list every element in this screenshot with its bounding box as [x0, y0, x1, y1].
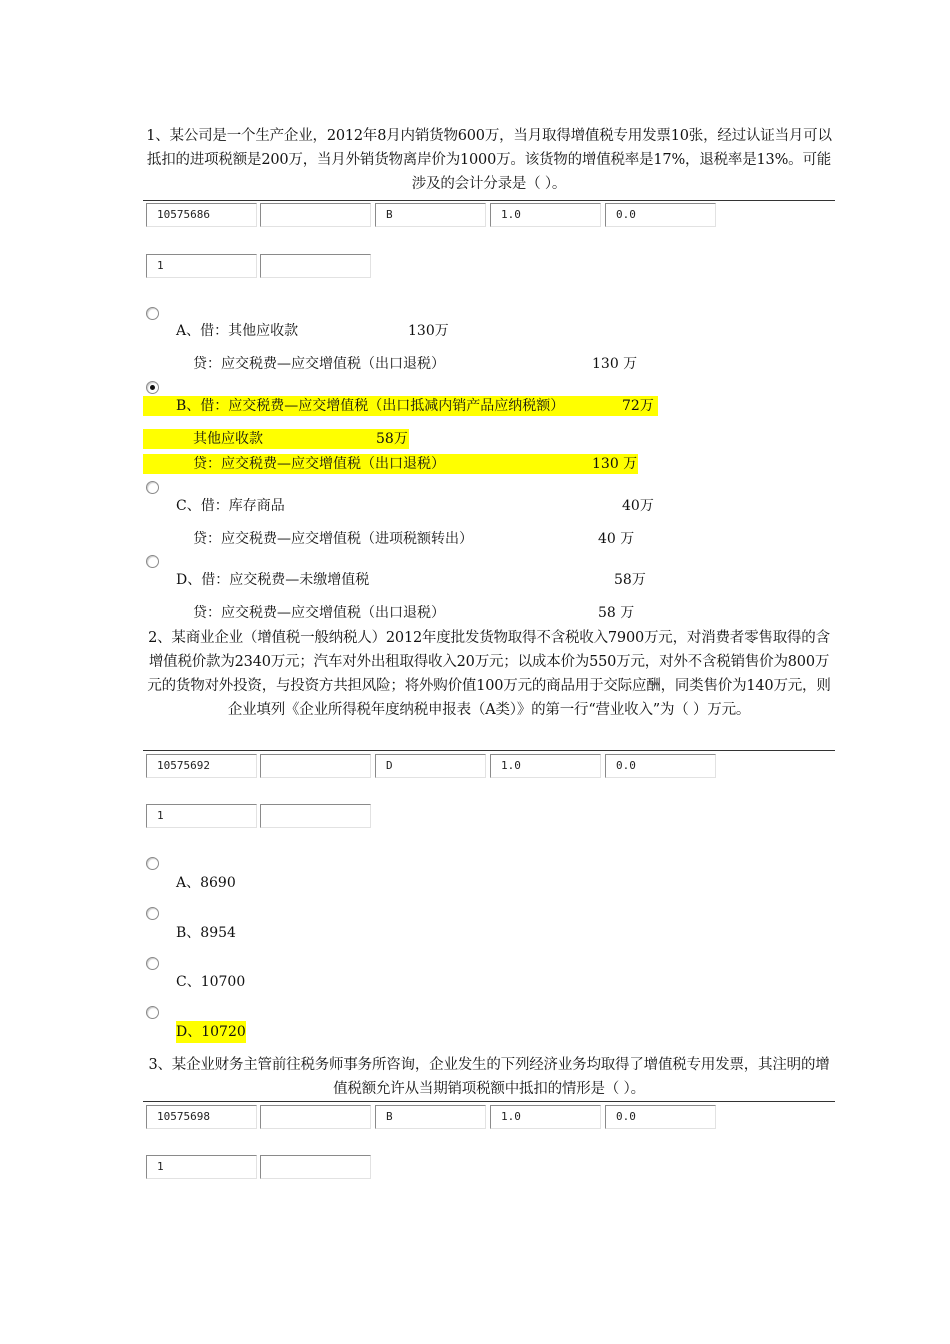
q3-answer-field[interactable]: B	[375, 1105, 486, 1129]
question-2-divider	[143, 750, 835, 751]
q1-option-c-radio[interactable]	[146, 481, 159, 494]
q1-option-d-radio[interactable]	[146, 555, 159, 568]
q1-answer-field[interactable]: B	[375, 203, 486, 227]
q3-score-field[interactable]: 1.0	[490, 1105, 601, 1129]
q1-option-a-radio[interactable]	[146, 307, 159, 320]
q1-option-d-line1: D、借：应交税费—未缴增值税	[176, 572, 370, 588]
q1-option-d-line2-amount: 58 万	[598, 605, 635, 621]
q1-id-field[interactable]: 10575686	[146, 203, 257, 227]
q2-id-field[interactable]: 10575692	[146, 754, 257, 778]
q3-count-field[interactable]: 1	[146, 1155, 257, 1179]
q1-blank-field[interactable]	[260, 203, 371, 227]
q1-option-b-radio[interactable]	[146, 381, 159, 394]
q3-id-field[interactable]: 10575698	[146, 1105, 257, 1129]
question-2-text: 2、某商业企业（增值税一般纳税人）2012年度批发货物取得不含税收入7900万元，对消费者零售取得的含增值税价款为2340万元；汽车对外出租取得收入20万元；以成本价为550万元，对外不含税销售价为800万元的货物对外投资，与投资方共担风险；将外购价值100万元的商品用于交际应酬，同类售价为140万元，则企业填列《企业所得税年度纳税申报表（A类）》的第一行“营业收入”为（ ）万元。	[147, 630, 831, 718]
q1-option-a-line2: 贷：应交税费—应交增值税（出口退税）	[193, 356, 445, 372]
q2-option-b-radio[interactable]	[146, 907, 159, 920]
q2-option-a-label: A、8690	[176, 875, 236, 891]
question-1-text: 1、某公司是一个生产企业，2012年8月内销货物600万，当月取得增值税专用发票10张，经过认证当月可以抵扣的进项税额是200万，当月外销货物离岸价为1000万。该货物的增值税率是17%，退税率是13%。可能涉及的会计分录是（ ）。	[146, 128, 832, 192]
q1-option-b-line3-amount: 130 万	[592, 456, 638, 472]
q1-option-d-line1-amount: 58万	[614, 572, 646, 588]
q1-option-b-line2-amount: 58万	[376, 431, 408, 447]
q1-got-score-field[interactable]: 0.0	[605, 203, 716, 227]
q2-got-score-field[interactable]: 0.0	[605, 754, 716, 778]
question-3-text: 3、某企业财务主管前往税务师事务所咨询，企业发生的下列经济业务均取得了增值税专用发票，其注明的增值税额允许从当期销项税额中抵扣的情形是（ ）。	[148, 1057, 830, 1097]
q1-option-b-line1: B、借：应交税费—应交增值税（出口抵减内销产品应纳税额）	[176, 398, 565, 414]
q1-option-b-line3: 贷：应交税费—应交增值税（出口退税）	[193, 456, 445, 472]
q3-blank-field[interactable]	[260, 1105, 371, 1129]
q2-blank-field[interactable]	[260, 754, 371, 778]
q2-option-a-radio[interactable]	[146, 857, 159, 870]
q2-answer-field[interactable]: D	[375, 754, 486, 778]
q1-option-c-line2-amount: 40 万	[598, 531, 635, 547]
q1-option-c-line2: 贷：应交税费—应交增值税（进项税额转出）	[193, 531, 473, 547]
q2-option-d-label: D、10720	[176, 1021, 246, 1043]
q2-score-field[interactable]: 1.0	[490, 754, 601, 778]
q2-count-field[interactable]: 1	[146, 804, 257, 828]
q1-option-c-line1: C、借：库存商品	[176, 498, 285, 514]
q1-option-b-highlight-2	[143, 429, 409, 449]
q2-option-b-label: B、8954	[176, 925, 236, 941]
q1-option-a-line2-amount: 130 万	[592, 356, 638, 372]
question-3-divider	[143, 1101, 835, 1102]
q1-option-b-line1-amount: 72万	[622, 398, 654, 414]
q2-extra-field[interactable]	[260, 804, 371, 828]
q3-extra-field[interactable]	[260, 1155, 371, 1179]
question-1-divider	[143, 200, 835, 201]
q1-option-a-line1-amount: 130万	[408, 323, 449, 339]
q1-option-c-line1-amount: 40万	[622, 498, 654, 514]
q3-got-score-field[interactable]: 0.0	[605, 1105, 716, 1129]
q1-extra-field[interactable]	[260, 254, 371, 278]
q1-count-field[interactable]: 1	[146, 254, 257, 278]
q2-option-c-radio[interactable]	[146, 957, 159, 970]
q1-score-field[interactable]: 1.0	[490, 203, 601, 227]
q2-option-d-radio[interactable]	[146, 1006, 159, 1019]
q2-option-c-label: C、10700	[176, 974, 246, 990]
q1-option-d-line2: 贷：应交税费—应交增值税（出口退税）	[193, 605, 445, 621]
q1-option-a-line1: A、借：其他应收款	[176, 323, 299, 339]
q1-option-b-line2: 其他应收款	[193, 431, 263, 447]
